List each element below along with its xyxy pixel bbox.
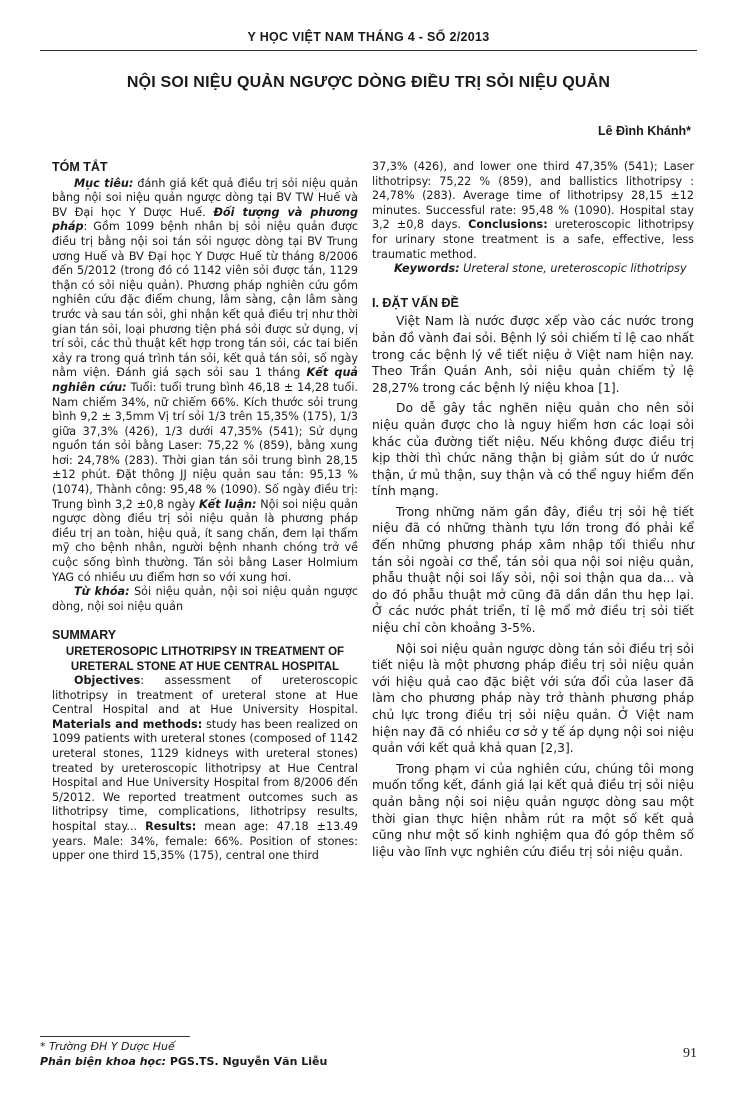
summary-results-cont-text: 37,3% (426), and lower one third 47,35% (541); Laser lithotripsy: 75,22 % (859), and ballistics lithotripsy : 24,78% (283). Average time of lithotripsy 28,15 ±12 minutes. Successful rate: 95,48 % (1090). Hospital stay 3,2 ±0,8 days. bbox=[372, 160, 694, 232]
introduction-heading: I. ĐẶT VẤN ĐỀ bbox=[372, 295, 459, 310]
left-column bbox=[52, 160, 358, 864]
keywords-label: Từ khóa: bbox=[74, 585, 130, 599]
summary-results-text: mean age: 47.18 ±13.49 years. Male: 34%, female: 66%. Position of stones: upper one third 15,35% (175), central one third bbox=[52, 819, 359, 863]
intro-paragraph: Việt Nam là nước được xếp vào các nước trong bản đồ vành đai sỏi. Bệnh lý sỏi chiếm tỉ lệ cao nhất trong các bệnh lý về tiết niệu ở Việt nam hiện nay. Theo Trần Quán Anh, sỏi niệu quản chiếm tỷ lệ 28,27% trong các bệnh lý niệu khoa [1]. bbox=[372, 314, 694, 395]
reviewer-line bbox=[40, 1055, 327, 1070]
summary-paragraph bbox=[52, 674, 358, 864]
results-text: Tuổi: tuổi trung bình 46,18 ± 14,28 tuổi. Nam chiếm 34%, nữ chiếm 66%. Kích thước sỏi trung bình 9,2 ± 3,5mm Vị trí sỏi 1/3 trên 15,35% (175), 1/3 giữa 37,3% (426), 1/3 dưới 47,35% (541); Sử dụng nguồn tán sỏi bằng Laser: 75,22 % (859), bằng xung hơi: 24,78% (283). Thời gian tán sỏi trung bình 28,15 ±12 phút. Đặt thông JJ niệu quản sau tán: 95,13 % (1074), Thành công: 95,48 % (1090). Số ngày điều trị: Trung bình 3,2 ±0,8 ngày bbox=[52, 380, 358, 511]
summary-objectives-text: : assessment of ureteroscopic lithotripsy in treatment of ureteral stone at Hue Central Hospital and at Hue University Hospital. bbox=[52, 674, 358, 717]
intro-paragraph: Do dễ gây tắc nghẽn niệu quản cho nên sỏi niệu quản được cho là nguy hiểm hơn các loại sỏi khác của đường tiết niệu. Nếu không được điều trị kịp thời thì chức năng thận bị giảm sút do ứ nước thận, ứ mủ thận, suy thận và có thể nguy hiểm đến tính mạng. bbox=[372, 401, 694, 499]
methods-label: Đối tượng và phương pháp bbox=[52, 205, 358, 234]
intro-paragraph: Trong phạm vi của nghiên cứu, chúng tôi mong muốn tổng kết, đánh giá lại kết quả điều trị sỏi niệu quản bằng nội soi niệu quản ngược dòng sau một thời gian thực hiện nhằm rút ra một số kết quả cũng như một số kinh nghiệm qua đó góp thêm số liệu vào lĩnh vực nghiên cứu điều trị sỏi niệu quản. bbox=[372, 761, 694, 859]
summary-continuation bbox=[372, 160, 694, 277]
summary-conclusions-text: ureteroscopic lithotripsy for urinary stone treatment is a safe, effective, less traumatic method. bbox=[372, 218, 694, 261]
intro-paragraph: Nội soi niệu quản ngược dòng tán sỏi điều trị sỏi tiết niệu là một phương pháp điều trị sỏi niệu quản với hiệu quả cao đặc biệt với sứa đổi của laser đã làm cho phương pháp này trở thành phương pháp chủ lực trong điều trị sỏi niệu quản. Ở Việt nam hiện nay đã có nhiều cơ sở y tế áp dụng nội soi niệu quản với kết quả khả quan [2,3]. bbox=[372, 641, 694, 756]
objective-label: Mục tiêu: bbox=[74, 176, 134, 190]
summary-results-continued bbox=[372, 160, 694, 262]
methods-text: : Gồm 1099 bệnh nhân bị sỏi niệu quản được điều trị bằng nội soi tán sỏi ngược dòng tại BV Trung ương Huế và BV Đại học Y Dược Huế từ tháng 8/2006 đến 5/2012 (trong đó có 1142 viên sỏi được tán, 1129 thận có sỏi niệu quản). Phương pháp nghiên cứu gồm nghiên cứu đặc điểm chung, lâm sàng, cận lâm sàng trước và sau tán sỏi, ghi nhận kết quả điều trị như thời gian tán sỏi, loại phương tiện phá sỏi được sử dụng, vị trí sỏi, các thủ thuật kết hợp trong tán sỏi, các tai biến xảy ra trong quá trình tán sỏi, kết quả tán sỏi, số ngày nằm viện. Đánh giá sạch sỏi sau 1 tháng bbox=[52, 220, 358, 380]
summary-keywords-text: Ureteral stone, ureteroscopic lithotripsy bbox=[459, 262, 687, 276]
objective-text: đánh giá kết quả điều trị sỏi niệu quản bằng nội soi niệu quản ngược dòng tại BV TW Huế và BV Đại học Y Dược Huế. bbox=[52, 176, 358, 219]
summary-heading: SUMMARY bbox=[52, 628, 117, 643]
summary-methods-text: study has been realized on 1099 patients with ureteral stones (composed of 1142 ureteral stones, 1129 kidneys with ureteral stones) treated by ureteroscopic lithotripsy at Hue Central Hospital and Hue University Hospital from 8/2006 đến 5/2012. We reported treatment outcomes such as lithotripsy time, complications, lithotripsy results, hospital stay... bbox=[52, 717, 358, 833]
author-affiliation: * Trường ĐH Y Dược Huế bbox=[40, 1040, 175, 1053]
reviewer-label: Phản biện khoa học: bbox=[40, 1054, 170, 1068]
summary-keywords bbox=[372, 262, 694, 277]
right-column bbox=[372, 160, 694, 864]
summary-conclusions-label: Conclusions: bbox=[468, 218, 548, 232]
summary-title: URETEROSOPIC LITHOTRIPSY IN TREATMENT OF URETERAL STONE AT HUE CENTRAL HOSPITAL bbox=[65, 646, 345, 673]
reviewer-name: PGS.TS. Nguyễn Văn Liễu bbox=[169, 1054, 328, 1068]
summary-objectives-label: Objectives bbox=[74, 674, 141, 687]
keywords-text: Sỏi niệu quản, nội soi niệu quản ngược dòng, nội soi niệu quản bbox=[52, 585, 358, 613]
summary-keywords-label: Keywords: bbox=[394, 262, 460, 276]
intro-paragraph: Trong những năm gần đây, điều trị sỏi hệ tiết niệu đã có những thành tựu lớn trong đó phải kể đến những phương pháp xâm nhập tối thiểu như tán sỏi ngoài cơ thể, tán sỏi qua nội soi niệu quản, phẫu thuật nội soi lấy sỏi, nội soi thận qua da... và do đó phẫu thuật mở cũng đã dần dần thu hẹp lại. Ở các nước phát triển, tỉ lệ mổ mở điều trị sỏi tiết niệu chỉ còn khoảng 3-5%. bbox=[372, 504, 694, 636]
conclusion-text: Nội soi niệu quản ngược dòng điều trị sỏi niệu quản là phương pháp điều trị an toàn, hiệu quả, ít sang chấn, đem lại thẩm mỹ cho bệnh nhân, người bệnh nhanh chóng trở về cuộc sống bình thường. Tán sỏi bằng Laser Holmium YAG có nhiều ưu điểm hơn so với xung hơi. bbox=[52, 497, 358, 584]
summary-methods-label: Materials and methods: bbox=[52, 717, 203, 731]
summary-results-label: Results: bbox=[145, 819, 197, 833]
article-author: Lê Đình Khánh* bbox=[597, 124, 691, 138]
journal-header: Y HỌC VIỆT NAM THÁNG 4 - SỐ 2/2013 bbox=[247, 30, 490, 44]
abstract-paragraph bbox=[52, 177, 358, 586]
abstract-keywords bbox=[52, 585, 358, 614]
page-number: 91 bbox=[683, 1046, 697, 1061]
footnote-divider bbox=[40, 1036, 190, 1037]
conclusion-label: Kết luận: bbox=[198, 497, 257, 511]
introduction-section bbox=[372, 295, 694, 861]
footnote bbox=[40, 1040, 327, 1069]
header-divider bbox=[40, 50, 697, 51]
abstract-heading: TÓM TẮT bbox=[52, 160, 108, 174]
results-label: Kết quả nghiên cứu: bbox=[52, 366, 358, 394]
article-title: NỘI SOI NIỆU QUẢN NGƯỢC DÒNG ĐIỀU TRỊ SỎI NIỆU QUẢN bbox=[126, 74, 611, 91]
